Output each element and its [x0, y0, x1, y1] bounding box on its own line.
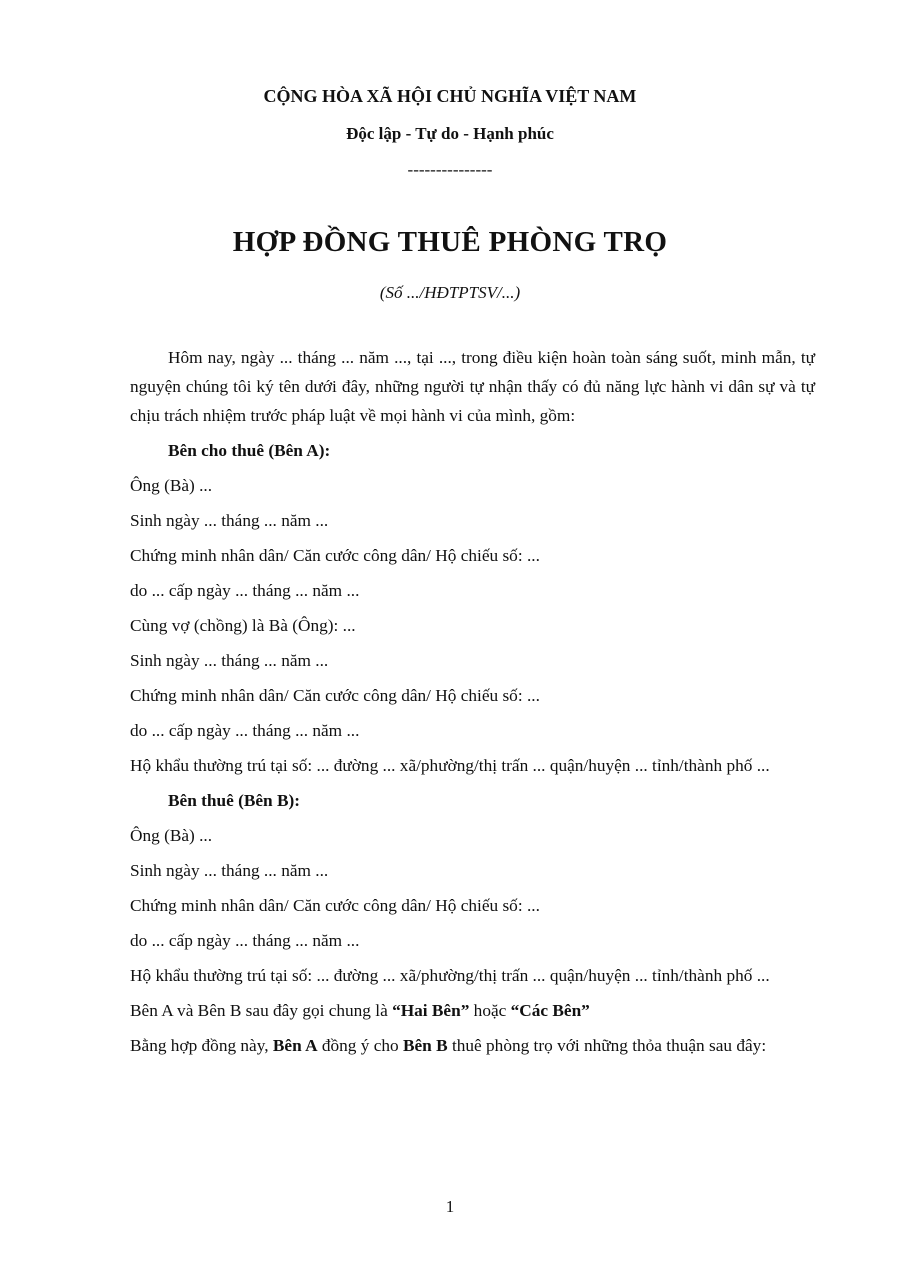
party-a-issued: do ... cấp ngày ... tháng ... năm ...	[130, 581, 360, 600]
collective-middle: hoặc	[469, 1001, 511, 1020]
agreement-sentence	[130, 1031, 815, 1060]
party-a-birth: Sinh ngày ... tháng ... năm ...	[130, 511, 329, 530]
agreement-prefix: Bằng hợp đồng này,	[130, 1036, 273, 1055]
party-b-id: Chứng minh nhân dân/ Căn cước công dân/ Hộ chiếu số: ...	[130, 896, 540, 915]
party-a-id: Chứng minh nhân dân/ Căn cước công dân/ Hộ chiếu số: ...	[130, 546, 540, 565]
agreement-party-b: Bên B	[402, 1036, 448, 1055]
collective-term-1: “Hai Bên”	[392, 1001, 470, 1020]
collective-prefix: Bên A và Bên B sau đây gọi chung là	[130, 1001, 393, 1020]
party-b-birth: Sinh ngày ... tháng ... năm ...	[130, 861, 329, 880]
party-b-issued: do ... cấp ngày ... tháng ... năm ...	[130, 931, 360, 950]
party-a-residence: Hộ khẩu thường trú tại số: ... đường ... xã/phường/thị trấn ... quận/huyện ... tỉnh/thành phố ...	[130, 756, 770, 775]
agreement-suffix: thuê phòng trọ với những thỏa thuận sau đây:	[447, 1036, 767, 1055]
header-divider: ---------------	[407, 160, 493, 179]
party-a-spouse-id: Chứng minh nhân dân/ Căn cước công dân/ Hộ chiếu số: ...	[130, 686, 540, 705]
party-a-name: Ông (Bà) ...	[130, 476, 213, 495]
nation-header: CỘNG HÒA XÃ HỘI CHỦ NGHĨA VIỆT NAM	[263, 86, 637, 106]
motto: Độc lập - Tự do - Hạnh phúc	[346, 124, 554, 143]
agreement-party-a: Bên A	[272, 1036, 318, 1055]
party-b-name: Ông (Bà) ...	[130, 826, 213, 845]
collective-name-sentence	[130, 996, 815, 1025]
party-a-spouse-issued: do ... cấp ngày ... tháng ... năm ...	[130, 721, 360, 740]
intro-paragraph: Hôm nay, ngày ... tháng ... năm ..., tại ..., trong điều kiện hoàn toàn sáng suốt, minh mẫn, tự nguyện chúng tôi ký tên dưới đây, những người tự nhận thấy có đủ năng lực hành vi dân sự và tự chịu trách nhiệm trước pháp luật về mọi hành vi của mình, gồm:	[130, 348, 815, 425]
party-a-spouse: Cùng vợ (chồng) là Bà (Ông): ...	[130, 616, 356, 635]
party-a-heading: Bên cho thuê (Bên A):	[168, 441, 331, 460]
party-a-spouse-birth: Sinh ngày ... tháng ... năm ...	[130, 651, 329, 670]
party-b-residence: Hộ khẩu thường trú tại số: ... đường ... xã/phường/thị trấn ... quận/huyện ... tỉnh/thành phố ...	[130, 966, 770, 985]
party-b-heading: Bên thuê (Bên B):	[168, 791, 301, 810]
document-title: HỢP ĐỒNG THUÊ PHÒNG TRỌ	[232, 226, 668, 258]
contract-number: (Số .../HĐTPTSV/...)	[379, 283, 521, 302]
collective-term-2: “Các Bên”	[510, 1001, 590, 1020]
agreement-middle: đồng ý cho	[317, 1036, 403, 1055]
page-number: 1	[445, 1197, 455, 1216]
document-body	[130, 343, 815, 1066]
